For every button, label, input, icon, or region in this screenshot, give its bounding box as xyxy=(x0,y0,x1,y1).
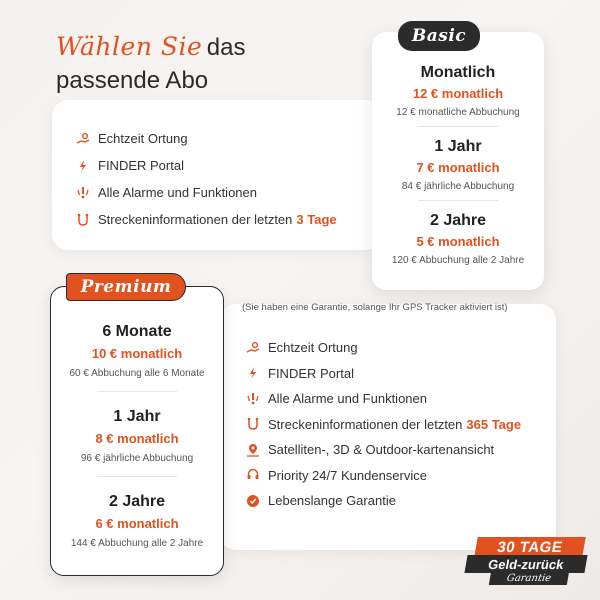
headset-icon xyxy=(246,468,260,482)
headline xyxy=(56,32,316,96)
feature-text: Lebenslange Garantie xyxy=(268,493,396,509)
basic-feature-item xyxy=(76,125,337,152)
route-icon xyxy=(76,213,90,227)
premium-feature-item xyxy=(246,386,521,412)
feature-text: Streckeninformationen der letzten xyxy=(98,212,293,227)
feature-text: Priority 24/7 Kundenservice xyxy=(268,467,427,483)
finder-bolt-icon xyxy=(246,366,260,380)
feature-text: FINDER Portal xyxy=(98,158,184,173)
route-icon xyxy=(246,417,260,431)
map-pin-icon xyxy=(246,443,260,457)
feature-text: Satelliten-, 3D & Outdoor-kartenansicht xyxy=(268,442,495,458)
tier-period: 1 Jahr xyxy=(113,408,161,425)
location-hand-icon xyxy=(246,341,260,355)
tier-period: 2 Jahre xyxy=(429,212,487,229)
feature-text: Streckeninformationen der letzten xyxy=(268,416,463,432)
premium-feature-item xyxy=(246,488,521,514)
shield-check-icon xyxy=(246,494,260,508)
tier-price: 7 € monatlich xyxy=(416,160,500,175)
tier-price: 6 € monatlich xyxy=(95,516,179,531)
finder-bolt-icon xyxy=(76,159,90,173)
tier-period: Monatlich xyxy=(420,64,496,81)
premium-plan-card[interactable] xyxy=(50,286,224,576)
tier-billing: 60 € Abbuchung alle 6 Monate xyxy=(69,368,205,379)
basic-tier-list xyxy=(372,32,544,266)
tier-period: 2 Jahre xyxy=(108,493,166,510)
feature-text: Alle Alarme und Funktionen xyxy=(98,185,257,200)
alarm-icon xyxy=(76,186,90,200)
guarantee-money-back: Geld-zurück xyxy=(464,555,587,573)
tier-price: 12 € monatlich xyxy=(412,86,504,101)
premium-feature-list xyxy=(246,335,521,514)
tier-billing: 12 € monatliche Abbuchung xyxy=(396,107,520,118)
premium-tier-list xyxy=(51,287,223,549)
basic-feature-item xyxy=(76,206,337,233)
premium-tier-option[interactable] xyxy=(51,477,223,549)
premium-feature-item xyxy=(246,437,521,463)
premium-feature-item xyxy=(246,463,521,489)
headline-line2: passende Abo xyxy=(56,67,209,94)
tier-price: 5 € monatlich xyxy=(416,234,500,249)
basic-feature-item xyxy=(76,179,337,206)
basic-badge: Basic xyxy=(398,21,480,51)
premium-features-card xyxy=(220,304,556,550)
basic-features-card xyxy=(52,100,382,250)
alarm-icon xyxy=(246,392,260,406)
basic-plan-card[interactable] xyxy=(372,32,544,290)
premium-feature-item xyxy=(246,412,521,438)
money-back-guarantee-badge xyxy=(462,537,590,589)
feature-text: FINDER Portal xyxy=(268,365,354,381)
guarantee-footnote: (Sie haben eine Garantie, solange Ihr GPS Tracker aktiviert ist) xyxy=(242,302,508,313)
location-hand-icon xyxy=(76,132,90,146)
guarantee-days: 30 TAGE xyxy=(474,537,586,557)
premium-tier-option[interactable] xyxy=(51,392,223,464)
headline-rest: das xyxy=(206,34,246,61)
basic-feature-list xyxy=(76,125,337,233)
tier-billing: 96 € jährliche Abbuchung xyxy=(80,453,194,464)
guarantee-label: Garantie xyxy=(489,571,569,585)
premium-feature-item xyxy=(246,335,521,361)
basic-tier-option[interactable] xyxy=(372,201,544,266)
tier-billing: 120 € Abbuchung alle 2 Jahre xyxy=(391,255,525,266)
basic-feature-item xyxy=(76,152,337,179)
feature-text: Echtzeit Ortung xyxy=(268,340,358,356)
feature-highlight: 3 Tage xyxy=(296,212,337,227)
premium-badge: Premium xyxy=(66,273,186,301)
tier-period: 1 Jahr xyxy=(434,138,482,155)
tier-price: 8 € monatlich xyxy=(95,431,179,446)
tier-period: 6 Monate xyxy=(102,323,172,340)
feature-text: Echtzeit Ortung xyxy=(98,131,188,146)
headline-script: Wählen Sie xyxy=(56,32,203,61)
basic-tier-option[interactable] xyxy=(372,127,544,192)
tier-price: 10 € monatlich xyxy=(91,346,183,361)
feature-text: Alle Alarme und Funktionen xyxy=(268,391,427,407)
feature-highlight: 365 Tage xyxy=(466,416,522,432)
tier-billing: 144 € Abbuchung alle 2 Jahre xyxy=(70,538,204,549)
tier-billing: 84 € jährliche Abbuchung xyxy=(401,181,515,192)
premium-feature-item xyxy=(246,361,521,387)
